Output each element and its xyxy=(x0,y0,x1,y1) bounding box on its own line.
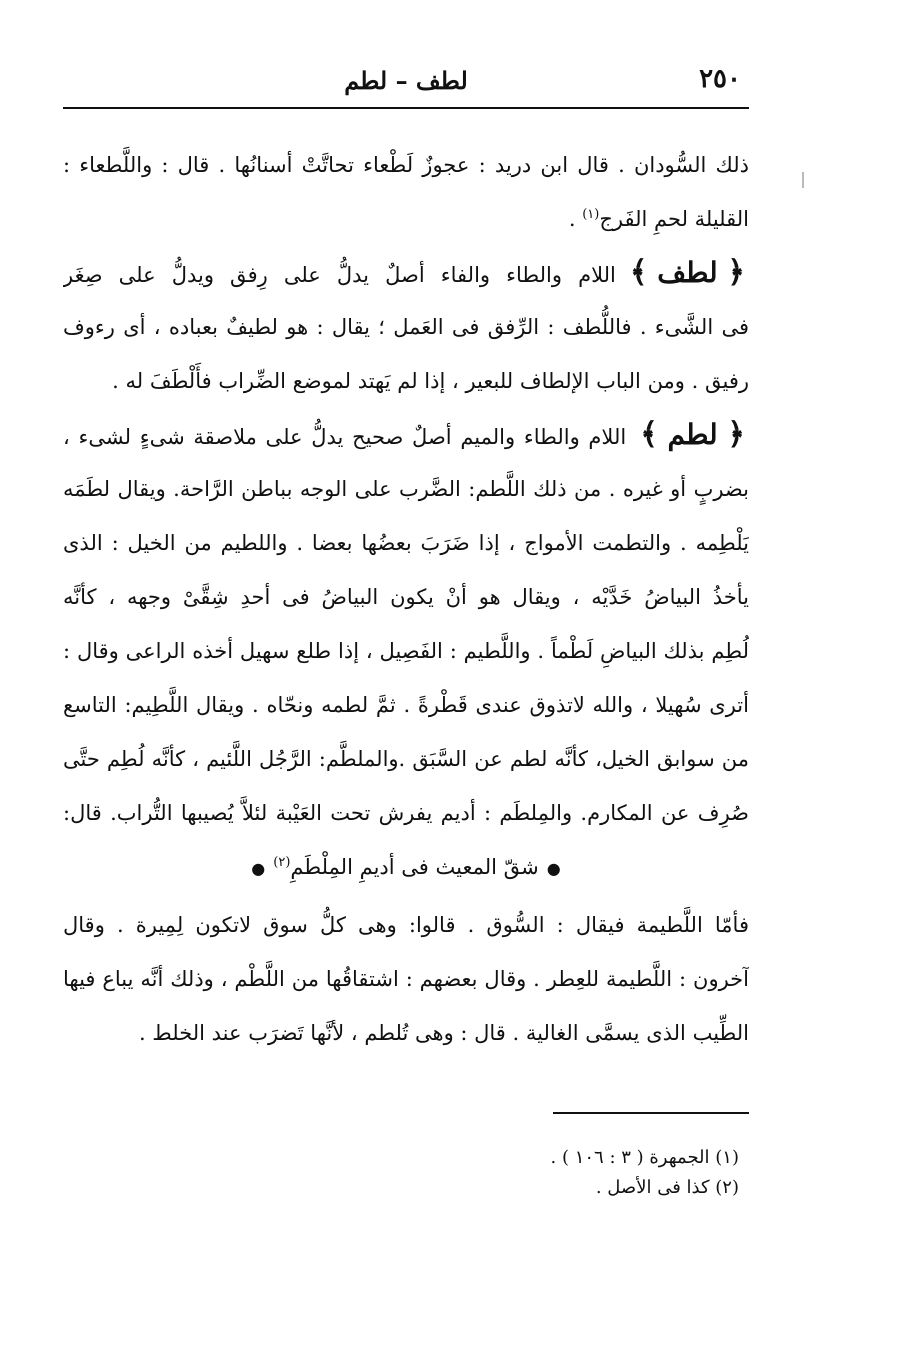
text-line: آخرون : اللَّطيمة للعِطر . وقال بعضهم : اشتقاقُها من اللَّطْم ، وذلك أنَّه يباع فيها xyxy=(63,967,749,991)
headword-text: لطم xyxy=(667,418,718,451)
verse-text: شقّ المعيث فى أديمِ المِلْطَمِ xyxy=(290,855,539,879)
verse-star: ● xyxy=(546,859,561,878)
page-header xyxy=(63,62,749,104)
header-rule xyxy=(63,107,749,109)
text-line: بضربٍ أو غيره . من ذلك اللَّطم: الضَّرب على الوجه بباطن الرَّاحة. ويقال لطَمَه xyxy=(63,477,749,501)
text-line: لُطِم بذلك البياضِ لَطْماً . واللَّطيم : الفَصِيل ، إذا طلع سهيل أخذه الراعى وقال : xyxy=(63,639,749,663)
text-line: الطِّيب الذى يسمَّى الغالية . قال : وهى تُلطم ، لأنَّها تَضرَب عند الخلط . xyxy=(138,1021,749,1045)
verse-line xyxy=(63,840,749,894)
page-number: ٢٥٠ xyxy=(699,64,741,94)
text-line: أترى سُهيلا ، والله لاتذوق عندى قَطْرةً . ثمَّ لطمه ونحّاه . ويقال اللَّطِيم: التاسع xyxy=(63,693,749,717)
entry-line-lutf xyxy=(63,246,749,300)
headword-text: لطف xyxy=(657,256,718,289)
headword-lutf: ﴿ لطف ﴾ xyxy=(629,255,745,290)
footnote: (٢) كذا فى الأصل . xyxy=(595,1177,739,1198)
margin-mark xyxy=(802,172,804,188)
text-line: يأخذُ البياضُ خَدَّيْه ، ويقال هو أنْ يكون البياضُ فى أحدِ شِقَّىْ وجهه ، كأنَّه xyxy=(63,585,749,609)
text-line: رفيق . ومن الباب الإلطاف للبعير ، إذا لم يَهتد لموضع الضِّراب فأَلْطَفَ له . xyxy=(112,369,749,393)
running-title: لطف – لطم xyxy=(344,66,468,95)
footnote-rule xyxy=(553,1112,749,1114)
text-line: القليلة لحمِ الفَرج$^{(١)}$ . xyxy=(568,207,749,231)
footnote-ref: (١) xyxy=(582,207,600,222)
text-line: ذلك السُّودان . قال ابن دريد : عجوزٌ لَطْعاء تحاتَّتْ أسنانُها . قال : واللَّطعاء : xyxy=(63,153,749,177)
footnotes xyxy=(63,1143,739,1203)
text-line: فأمّا اللَّطيمة فيقال : السُّوق . قالوا: وهى كلُّ سوق لاتكون لِمِيرة . وقال xyxy=(63,913,749,937)
line-text: اللام والطاء والفاء أصلٌ يدلُّ على رِفق ويدلُّ على صِغَر xyxy=(63,263,616,287)
line-text: اللام والطاء والميم أصلٌ صحيح يدلُّ على ملاصقة شىءٍ لشىء ، xyxy=(63,425,627,449)
text-line: صُرِف عن المكارم. والمِلطَم : أديم يفرش تحت العَيْبة لئلاَّ يُصيبها التُّراب. قال: xyxy=(63,801,749,825)
body-text xyxy=(63,138,749,1060)
footnote: (١) الجمهرة ( ٣ : ١٠٦ ) . xyxy=(550,1147,739,1168)
entry-line-latm xyxy=(63,408,749,462)
text-line: من سوابق الخيل، كأنَّه لطم عن السَّبَق .والملطَّم: الرَّجُل اللَّئيم ، كأنَّه لُطِم حتَّى xyxy=(63,747,749,771)
footnote-ref: (٢) xyxy=(273,855,291,870)
verse-star: ● xyxy=(251,859,266,878)
text-line: فى الشَّىء . فاللُّطف : الرِّفق فى العَمل ؛ يقال : هو لطيفٌ بعباده ، أى رءوف xyxy=(63,315,749,339)
text-line: يَلْطِمه . والتطمت الأمواج ، إذا ضَرَبَ بعضُها بعضا . واللطيم من الخيل : الذى xyxy=(63,531,749,555)
headword-latm: ﴿ لطم ﴾ xyxy=(640,417,745,452)
line-text: القليلة لحمِ الفَرج xyxy=(599,207,749,231)
